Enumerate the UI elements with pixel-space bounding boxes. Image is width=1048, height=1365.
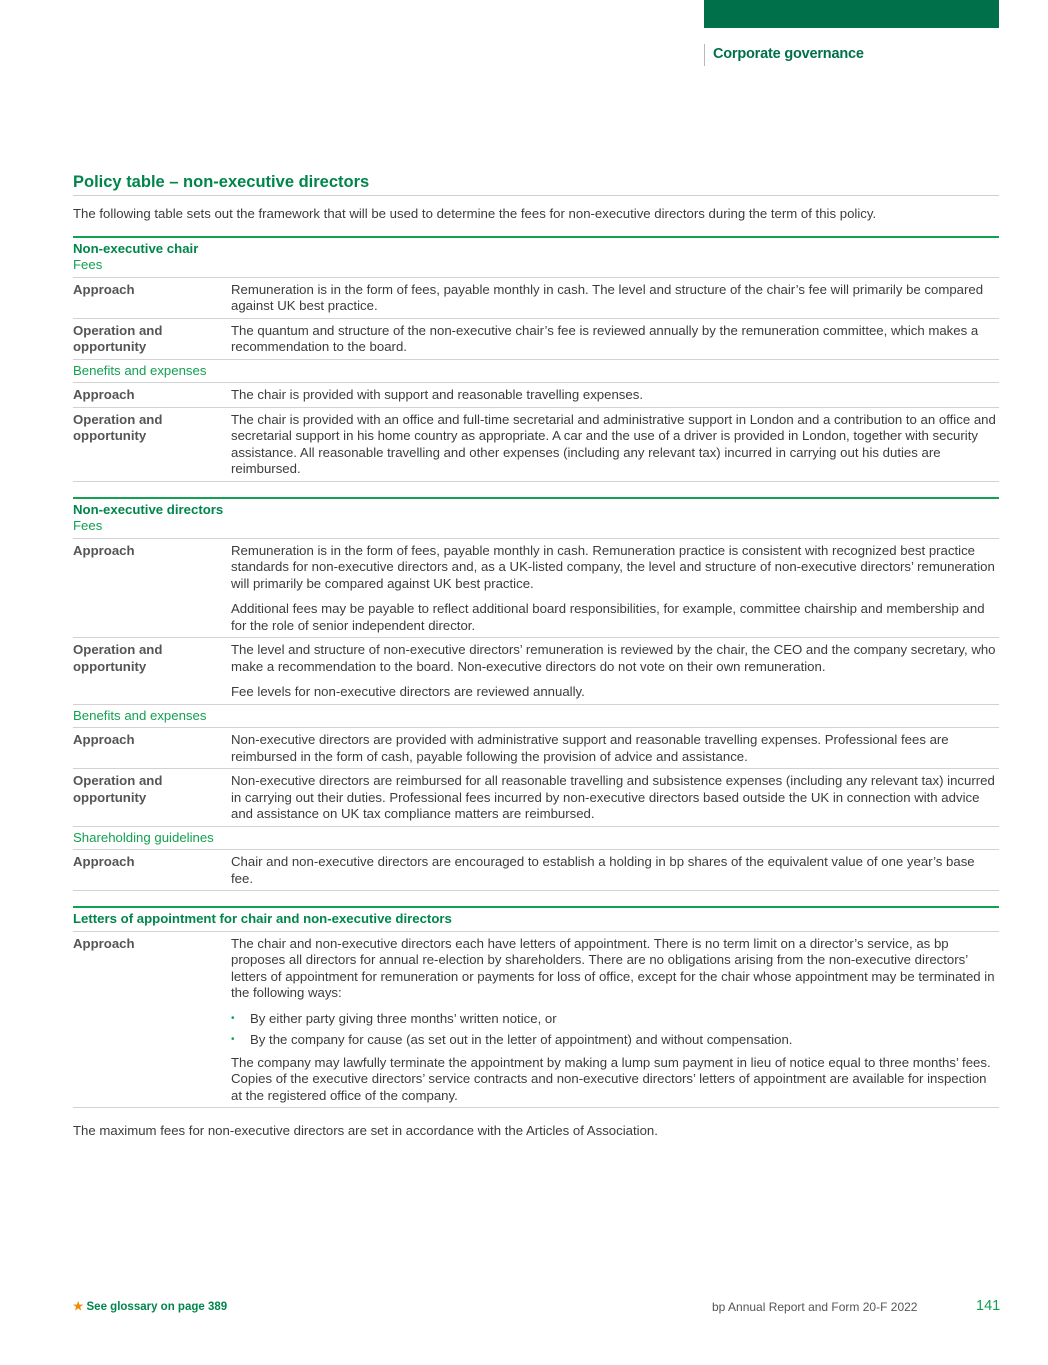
block-title: Non-executive directors <box>73 501 224 517</box>
section-title: Corporate governance <box>713 46 864 62</box>
row-paragraph: The quantum and structure of the non-executive chair’s fee is reviewed annually by the remuneration committee, which makes a recommendation to the board. <box>231 322 979 354</box>
row-paragraph: Fee levels for non-executive directors are reviewed annually. <box>231 684 585 699</box>
header-accent-bar <box>704 0 999 28</box>
row-label: Approach <box>73 935 135 951</box>
table-row <box>73 727 999 768</box>
sub-heading-shareholding: Shareholding guidelines <box>73 826 999 850</box>
bullet-icon: • <box>231 1034 235 1045</box>
row-text <box>231 282 999 315</box>
row-label: Approach <box>73 387 135 402</box>
policy-block-neds <box>73 497 999 892</box>
row-paragraph: The level and structure of non-executive directors’ remuneration is reviewed by the chair, the CEO and the company secretary, who make a recommendation to the board. Non-executive directors do not vote on their own remuneration. <box>231 642 996 674</box>
table-row <box>73 382 999 407</box>
row-paragraph: The chair is provided with support and reasonable travelling expenses. <box>231 387 643 402</box>
policy-block-chair <box>73 236 999 482</box>
table-row <box>73 849 999 891</box>
bullet-icon: • <box>231 1012 235 1024</box>
row-label: Approach <box>73 281 135 297</box>
report-title: bp Annual Report and Form 20-F 2022 <box>712 1300 918 1314</box>
list-item-text: By either party giving three months’ written notice, or <box>250 1010 557 1026</box>
row-label: Operation and opportunity <box>73 322 163 354</box>
row-paragraph: Chair and non-executive directors are encouraged to establish a holding in bp shares of the equivalent value of one year’s base fee. <box>231 854 975 886</box>
section-divider <box>704 44 705 66</box>
row-paragraph: Additional fees may be payable to reflect additional board responsibilities, for example, committee chairship and membership and for the role of senior independent director. <box>231 601 985 633</box>
table-row <box>73 407 999 482</box>
page-title: Policy table – non-executive directors <box>73 172 999 196</box>
policy-block-letters <box>73 906 999 1108</box>
intro-paragraph: The following table sets out the framework that will be used to determine the fees for non-executive directors during the term of this policy. <box>73 206 877 221</box>
row-text <box>231 936 999 1105</box>
row-text <box>231 323 999 356</box>
row-text <box>231 387 999 404</box>
row-text <box>231 773 999 823</box>
row-text <box>231 642 999 701</box>
row-label: Approach <box>73 542 135 558</box>
block-title: Letters of appointment for chair and non-executive directors <box>73 911 452 926</box>
star-icon: ★ <box>73 1301 84 1313</box>
row-label: Operation and opportunity <box>73 411 163 443</box>
row-text <box>231 543 999 635</box>
block-title: Non-executive chair <box>73 240 199 256</box>
sub-heading-fees: Fees <box>73 518 103 533</box>
row-label: Operation and opportunity <box>73 642 163 674</box>
table-row <box>73 277 999 318</box>
footnote: The maximum fees for non-executive directors are set in accordance with the Articles of Association. <box>73 1123 658 1138</box>
table-row <box>73 318 999 359</box>
sub-heading-fees: Fees <box>73 257 103 272</box>
table-row <box>73 768 999 826</box>
table-row <box>73 637 999 704</box>
glossary-link[interactable] <box>73 1299 227 1316</box>
row-text <box>231 412 999 478</box>
row-text <box>231 854 999 887</box>
list-item <box>231 1032 999 1049</box>
row-label: Approach <box>73 854 135 869</box>
row-paragraph: Remuneration is in the form of fees, payable monthly in cash. The level and structure of the chair’s fee will primarily be compared against UK best practice. <box>231 281 984 313</box>
row-text <box>231 732 999 765</box>
sub-heading-benefits: Benefits and expenses <box>73 359 999 383</box>
table-row <box>73 931 999 1109</box>
page-number: 141 <box>976 1298 1001 1314</box>
termination-list <box>231 1011 999 1049</box>
row-paragraph: The company may lawfully terminate the appointment by making a lump sum payment in lieu of notice equal to three months’ fees. Copies of the executive directors’ service contracts and non-executive directors’ letters of appointment are available for inspection at the registered office of the company. <box>231 1054 991 1103</box>
glossary-link-text: See glossary on page 389 <box>86 1301 228 1313</box>
row-paragraph: The chair and non-executive directors each have letters of appointment. There is no term limit on a director’s service, as bp proposes all directors for annual re-election by shareholders. There are no obligations arising from the non-executive directors’ letters of appointment for remuneration or payments for loss of office, except for the chair whose appointment may be terminated in the following ways: <box>231 935 995 1000</box>
list-item <box>231 1011 999 1028</box>
row-label: Approach <box>73 732 135 747</box>
row-paragraph: The chair is provided with an office and full-time secretarial and administrative support in London and a contribution to an office and secretarial support in his home country as appropriate. A car and the use of a driver is provided in London, together with security assistance. All reasonable travelling and other expenses (including any relevant tax) incurred in carrying out his duties are reimbursed. <box>231 411 996 476</box>
row-paragraph: Non-executive directors are reimbursed for all reasonable travelling and subsistence expenses (including any relevant tax) incurred in carrying out their duties. Professional fees incurred by non-executive directors based outside the UK in connection with advice and assistance on UK tax compliance matters are reimbursed. <box>231 773 995 821</box>
sub-heading-benefits: Benefits and expenses <box>73 704 999 728</box>
row-label: Operation and opportunity <box>73 773 163 805</box>
table-row <box>73 538 999 638</box>
row-paragraph: Remuneration is in the form of fees, payable monthly in cash. Remuneration practice is consistent with recognized best practice standards for non-executive directors and, as a UK-listed company, the level and structure of non-executive directors’ remuneration will primarily be compared against UK best practice. <box>231 542 995 591</box>
row-paragraph: Non-executive directors are provided with administrative support and reasonable travelling expenses. Professional fees are reimbursed in the form of cash, payable following the provision of advice and assistance. <box>231 732 949 764</box>
list-item-text: By the company for cause (as set out in the letter of appointment) and without compensation. <box>250 1032 793 1047</box>
main-content <box>73 172 999 1140</box>
